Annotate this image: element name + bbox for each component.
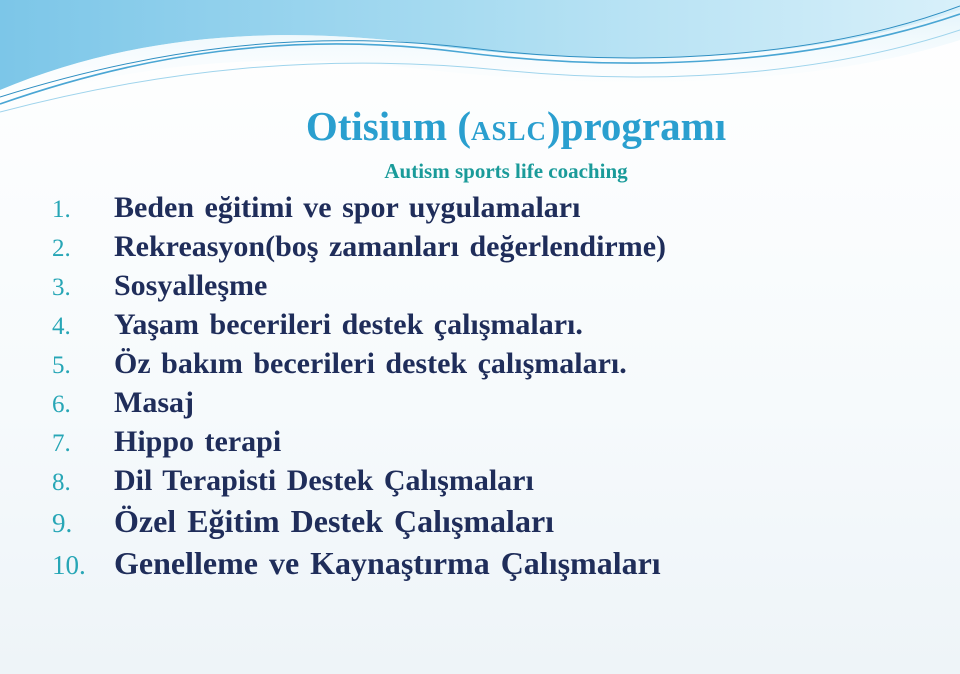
list-item-text: Özel Eğitim Destek Çalışmaları <box>114 503 555 539</box>
list-item-number: 5. <box>52 352 71 379</box>
list-item-text: Yaşam becerileri destek çalışmaları. <box>114 308 583 341</box>
list-item-number: 9. <box>52 508 73 538</box>
list-item <box>52 386 932 425</box>
list-item <box>52 503 932 545</box>
list-item <box>52 545 932 587</box>
program-list <box>52 191 932 587</box>
list-item-number: 10. <box>52 550 86 580</box>
list-item <box>52 191 932 230</box>
list-item-number: 2. <box>52 235 71 262</box>
list-item-text: Genelleme ve Kaynaştırma Çalışmaları <box>114 545 661 581</box>
list-item-text: Sosyalleşme <box>114 269 268 302</box>
list-item-text: Beden eğitimi ve spor uygulamaları <box>114 191 581 224</box>
list-item <box>52 269 932 308</box>
list-item-number: 4. <box>52 313 71 340</box>
list-item-number: 7. <box>52 430 71 457</box>
list-item-text: Hippo terapi <box>114 425 282 458</box>
list-item <box>52 308 932 347</box>
title-suffix: )programı <box>547 103 727 149</box>
list-item-number: 3. <box>52 274 71 301</box>
list-item <box>52 464 932 503</box>
list-item-text: Dil Terapisti Destek Çalışmaları <box>114 464 534 497</box>
list-item-text: Öz bakım becerileri destek çalışmaları. <box>114 347 627 380</box>
list-item-text: Masaj <box>114 386 194 419</box>
list-item <box>52 230 932 269</box>
slide-subtitle: Autism sports life coaching <box>384 159 628 183</box>
title-acronym: ASLC <box>470 116 548 146</box>
title-prefix: Otisium ( <box>305 103 471 149</box>
list-item <box>52 347 932 386</box>
list-item-number: 1. <box>52 196 71 223</box>
list-item-number: 6. <box>52 391 71 418</box>
list-item <box>52 425 932 464</box>
slide-title <box>0 104 960 149</box>
list-item-number: 8. <box>52 469 71 496</box>
list-item-text: Rekreasyon(boş zamanları değerlendirme) <box>114 230 667 263</box>
